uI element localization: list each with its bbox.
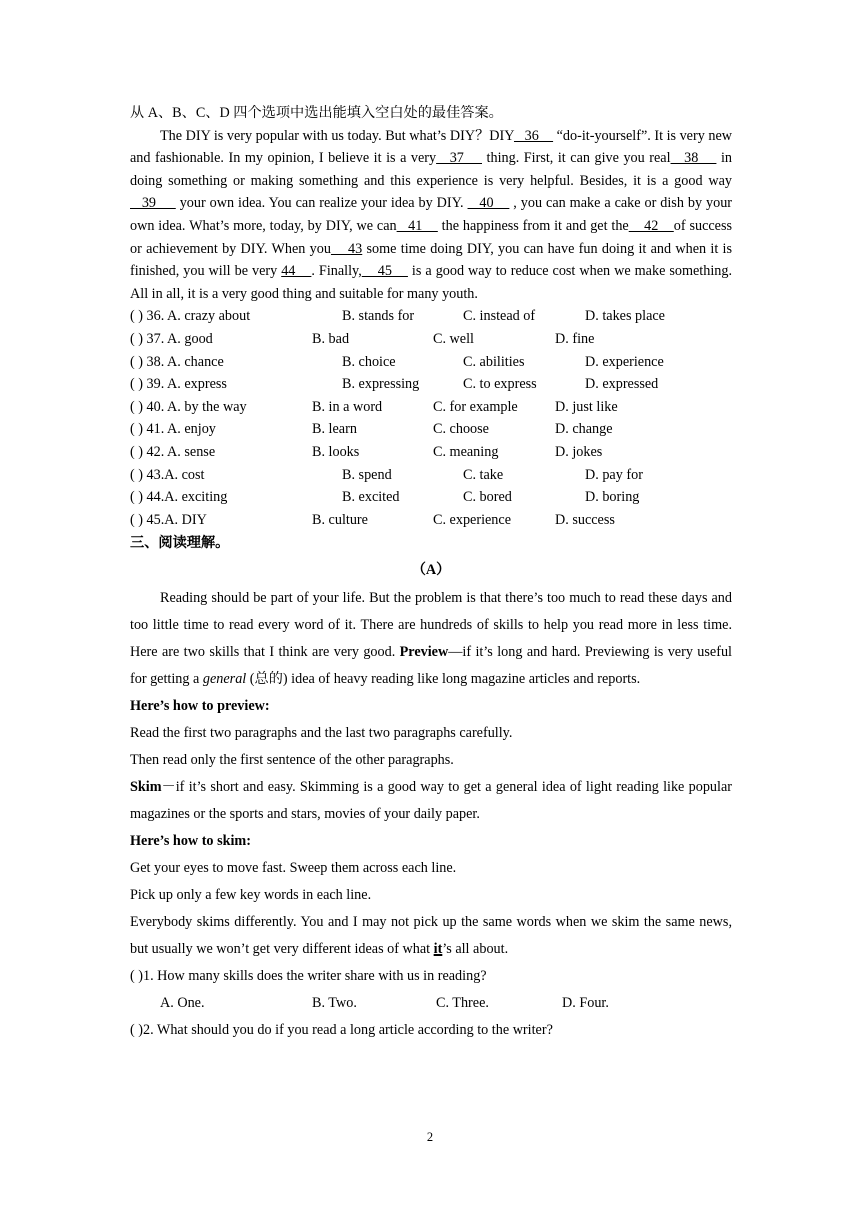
- option-row-37: ( ) 37. A. good B. bad C. well D. fine: [130, 330, 595, 347]
- question-1-options: A. One. B. Two. C. Three. D. Four.: [160, 994, 609, 1011]
- exam-page: [130, 102, 732, 1044]
- blank-44: 44: [281, 263, 312, 280]
- blank-42: 42: [628, 217, 674, 234]
- skim-step-2: Pick up only a few key words in each line.: [130, 886, 372, 903]
- option-row-45: ( ) 45.A. DIY B. culture C. experience D. success: [130, 511, 615, 528]
- option-row-38: ( ) 38. A. chance B. choice C. abilities D. experience: [130, 353, 664, 370]
- skim-heading: Here’s how to skim:: [130, 832, 251, 849]
- reading-last-paragraph: Everybody skims differently. You and I may not pick up the same words when we skim the same news, but usually we won’t get very different ideas of what it’s all about.: [130, 913, 732, 957]
- question-1: ( )1. How many skills does the writer share with us in reading?: [130, 967, 487, 984]
- blank-39: 39: [130, 195, 176, 212]
- option-row-44: ( ) 44.A. exciting B. excited C. bored D. boring: [130, 489, 640, 506]
- option-row-36: ( ) 36. A. crazy about B. stands for C. instead of D. takes place: [130, 308, 665, 325]
- cloze-passage: The DIY is very popular with us today. But what’s DIY？DIY 36 “do-it-yourself”. It is very new and fashionable. In my opinion, I believe it is a very 37 thing. First, it can give you real 38 in doing something or making something and this experience is very helpful. Besides, it is a good way 39 your own idea. You can realize your idea by DIY. 40 , you can make a cake or dish by your own idea. What’s more, today, by DIY, we can 41 the happiness from it and get the 42 of success or achievement by DIY. When you 43 some time doing DIY, you can have fun doing it and when it is finished, you will be very 44 . Finally, 45 is a good way to reduce cost when we make something. All in all, it is a very good thing and suitable for many youth.: [130, 127, 733, 302]
- section-title: 三、阅读理解。: [130, 535, 230, 552]
- skim-step-1: Get your eyes to move fast. Sweep them across each line.: [130, 859, 457, 876]
- option-row-42: ( ) 42. A. sense B. looks C. meaning D. jokes: [130, 443, 603, 460]
- reading-paragraph-1: Reading should be part of your life. But the problem is that there’s too much to read these days and too little time to read every word of it. There are hundreds of skills to help you read more in less time. Here are two skills that I think are very good. Preview—if it’s long and hard. Previewing is very useful for getting a general (总的) idea of heavy reading like long magazine articles and reports.: [130, 589, 732, 687]
- blank-38: 38: [670, 150, 717, 167]
- preview-step-2: Then read only the first sentence of the other paragraphs.: [130, 751, 454, 768]
- blank-36: 36: [513, 127, 554, 144]
- blank-43: 43: [330, 240, 363, 257]
- question-2: ( )2. What should you do if you read a long article according to the writer?: [130, 1021, 553, 1038]
- option-row-40: ( ) 40. A. by the way B. in a word C. for example D. just like: [130, 398, 618, 415]
- option-row-43: ( ) 43.A. cost B. spend C. take D. pay for: [130, 466, 643, 483]
- preview-step-1: Read the first two paragraphs and the last two paragraphs carefully.: [130, 724, 513, 741]
- skim-paragraph: Skim－if it’s short and easy. Skimming is a good way to get a general idea of light reading like popular magazines or the sports and stars, movies of your daily paper.: [130, 778, 732, 822]
- option-row-41: ( ) 41. A. enjoy B. learn C. choose D. change: [130, 421, 613, 438]
- passage-label: （A）: [411, 561, 451, 578]
- preview-heading: Here’s how to preview:: [130, 697, 270, 714]
- blank-37: 37: [436, 150, 482, 167]
- page-number: 2: [426, 1130, 434, 1144]
- options-list: [130, 305, 732, 531]
- blank-45: 45: [361, 263, 408, 280]
- blank-41: 41: [396, 217, 438, 234]
- option-row-39: ( ) 39. A. express B. expressing C. to express D. expressed: [130, 376, 659, 393]
- blank-40: 40: [467, 195, 510, 212]
- instruction: 从 A、B、C、D 四个选项中选出能填入空白处的最佳答案。: [130, 105, 503, 121]
